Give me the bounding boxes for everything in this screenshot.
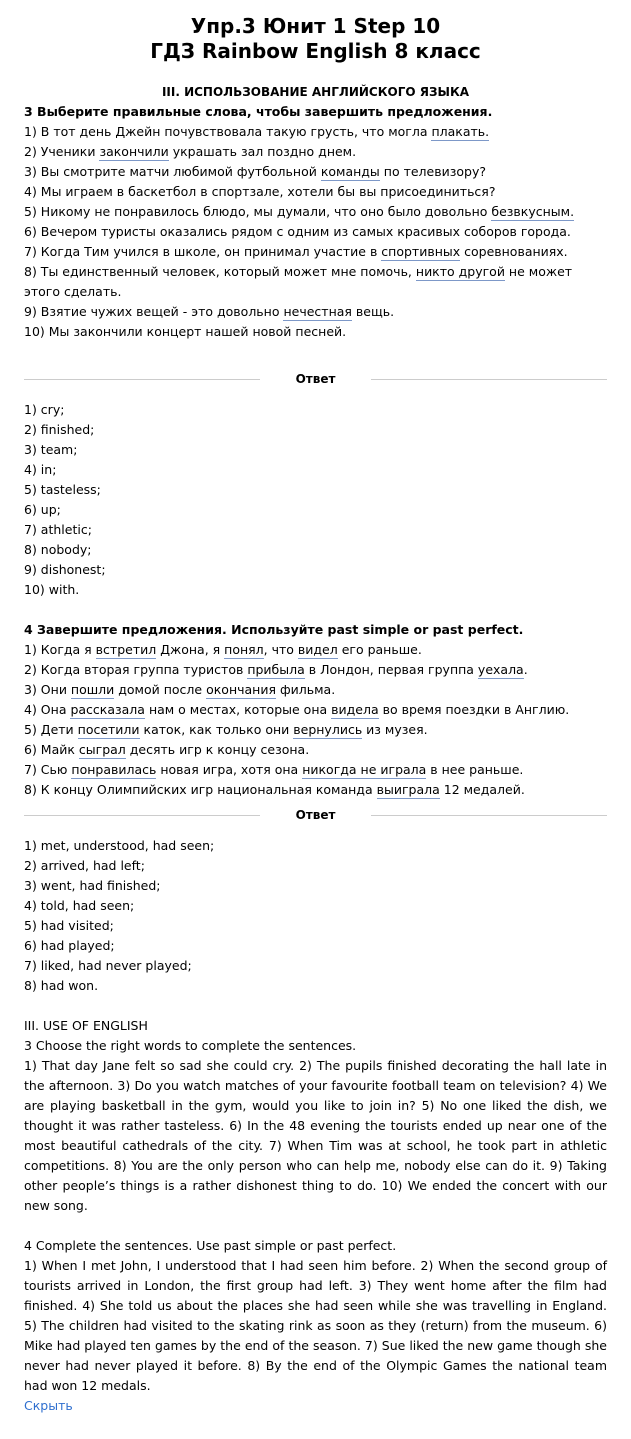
sentence-line: 6) Майк сыграл десять игр к концу сезона. [24, 742, 310, 757]
underlined-word: закончили [99, 144, 169, 159]
underlined-word: видел [297, 642, 338, 657]
answer-item: 5) had visited; [24, 918, 114, 933]
sentence-line: 1) В тот день Джейн почувствовала такую грусть, что могла плакать. [24, 124, 490, 139]
answer-item: 1) cry; [24, 402, 65, 417]
underlined-word: прибыла [247, 662, 305, 677]
underlined-word: понял [224, 642, 264, 657]
underlined-word: никто другой [415, 264, 505, 279]
underlined-word: рассказала [70, 702, 145, 717]
sentence-line: 7) Сью понравилась новая игра, хотя она никогда не играла в нее раньше. [24, 762, 524, 777]
divider [24, 815, 260, 816]
answer-separator-3 [24, 372, 607, 386]
sentence-line: 3) Они пошли домой после окончания фильма. [24, 682, 336, 697]
underlined-word: видела [331, 702, 379, 717]
answer-item: 7) athletic; [24, 522, 92, 537]
answer-item: 4) told, had seen; [24, 898, 135, 913]
answer-item: 8) nobody; [24, 542, 92, 557]
task3-answers [24, 400, 607, 600]
answer-item: 10) with. [24, 582, 80, 597]
page-title [24, 14, 607, 64]
sentence-line: 6) Вечером туристы оказались рядом с одним из самых красивых соборов города. [24, 224, 571, 239]
underlined-word: уехала [477, 662, 524, 677]
sentence-line: 5) Никому не понравилось блюдо, мы думали, что оно было довольно безвкусным. [24, 204, 575, 219]
english-task3-text: 1) That day Jane felt so sad she could cry. 2) The pupils finished decorating the hall late in the afternoon. 3) Do you watch matches of your favourite football team on television? 4) We are playing basketball in the gym, would you like to join in? 5) No one liked the dish, we thought it was rather tasteless. 6) In the 48 evening the tourists ended up near one of the most beautiful cathedrals of the city. 7) When Tim was at school, he took part in athletic competitions. 8) You are the only person who can help me, nobody else can do it. 9) Taking other people’s things is a rather dishonest thing to do. 10) We ended the concert with our new song. [24, 1058, 607, 1213]
underlined-word: понравилась [71, 762, 157, 777]
sentence-line: 5) Дети посетили каток, как только они вернулись из музея. [24, 722, 428, 737]
answer-item: 1) met, understood, had seen; [24, 838, 215, 853]
underlined-word: посетили [77, 722, 140, 737]
answer-item: 4) in; [24, 462, 57, 477]
english-task4-text: 1) When I met John, I understood that I had seen him before. 2) When the second group of tourists arrived in London, the first group had left. 3) They went home after the film had finished. 4) She told us about the places she had seen while she was travelling in England. 5) The children had visited to the skating rink as soon as they (return) from the museum. 6) Mike had played ten games by the end of the season. 7) Sue liked the new game though she never had never played it before. 8) By the end of the Olympic Games the national team had won 12 medals. [24, 1258, 607, 1393]
answer-item: 7) liked, had never played; [24, 958, 192, 973]
answer-separator-4 [24, 808, 607, 822]
answer-label: Ответ [295, 808, 336, 822]
underlined-word: встретил [95, 642, 157, 657]
english-task4-title: 4 Complete the sentences. Use past simple or past perfect. [24, 1238, 397, 1253]
underlined-word: сыграл [78, 742, 126, 757]
underlined-word: команды [320, 164, 380, 179]
answer-item: 6) up; [24, 502, 61, 517]
task4-title: 4 Завершите предложения. Используйте past simple or past perfect. [24, 622, 524, 637]
answer-item: 8) had won. [24, 978, 99, 993]
sentence-line: 2) Когда вторая группа туристов прибыла в Лондон, первая группа уехала. [24, 662, 528, 677]
divider [371, 379, 607, 380]
task4-sentences [24, 640, 607, 800]
title-line-2: ГДЗ Rainbow English 8 класс [150, 39, 481, 63]
underlined-word: плакать. [431, 124, 490, 139]
answer-item: 3) team; [24, 442, 78, 457]
answer-item: 6) had played; [24, 938, 115, 953]
underlined-word: вернулись [293, 722, 363, 737]
sentence-line: 9) Взятие чужих вещей - это довольно нечестная вещь. [24, 304, 395, 319]
english-section-title: III. USE OF ENGLISH [24, 1018, 148, 1033]
underlined-word: окончания [206, 682, 276, 697]
underlined-word: безвкусным. [491, 204, 575, 219]
sentence-line: 1) Когда я встретил Джона, я понял, что видел его раньше. [24, 642, 422, 657]
title-line-1: Упр.3 Юнит 1 Step 10 [190, 14, 441, 38]
answer-item: 2) finished; [24, 422, 95, 437]
english-task3-title: 3 Choose the right words to complete the sentences. [24, 1038, 357, 1053]
answer-item: 9) dishonest; [24, 562, 106, 577]
underlined-word: выиграла [376, 782, 440, 797]
task3-sentences [24, 122, 607, 342]
sentence-line: 10) Мы закончили концерт нашей новой песней. [24, 324, 347, 339]
answer-label: Ответ [295, 372, 336, 386]
sentence-line: 7) Когда Тим учился в школе, он принимал участие в спортивных соревнованиях. [24, 244, 568, 259]
divider [24, 379, 260, 380]
sentence-line: 3) Вы смотрите матчи любимой футбольной команды по телевизору? [24, 164, 486, 179]
sentence-line: 4) Она рассказала нам о местах, которые она видела во время поездки в Англию. [24, 702, 570, 717]
underlined-word: никогда не играла [302, 762, 427, 777]
task4-answers [24, 836, 607, 996]
underlined-word: пошли [70, 682, 115, 697]
sentence-line: 2) Ученики закончили украшать зал поздно днем. [24, 144, 357, 159]
answer-item: 3) went, had finished; [24, 878, 161, 893]
sentence-line: 4) Мы играем в баскетбол в спортзале, хотели бы вы присоединиться? [24, 184, 496, 199]
hide-link[interactable]: Скрыть [24, 1398, 73, 1413]
task3-title: 3 Выберите правильные слова, чтобы завершить предложения. [24, 104, 493, 119]
underlined-word: спортивных [381, 244, 461, 259]
sentence-line: 8) Ты единственный человек, который может мне помочь, никто другой не может этого сделать. [24, 264, 573, 299]
answer-item: 2) arrived, had left; [24, 858, 145, 873]
divider [371, 815, 607, 816]
section-title-ru: III. ИСПОЛЬЗОВАНИЕ АНГЛИЙСКОГО ЯЗЫКА [161, 85, 470, 99]
underlined-word: нечестная [283, 304, 352, 319]
sentence-line: 8) К концу Олимпийских игр национальная команда выиграла 12 медалей. [24, 782, 525, 797]
answer-item: 5) tasteless; [24, 482, 101, 497]
